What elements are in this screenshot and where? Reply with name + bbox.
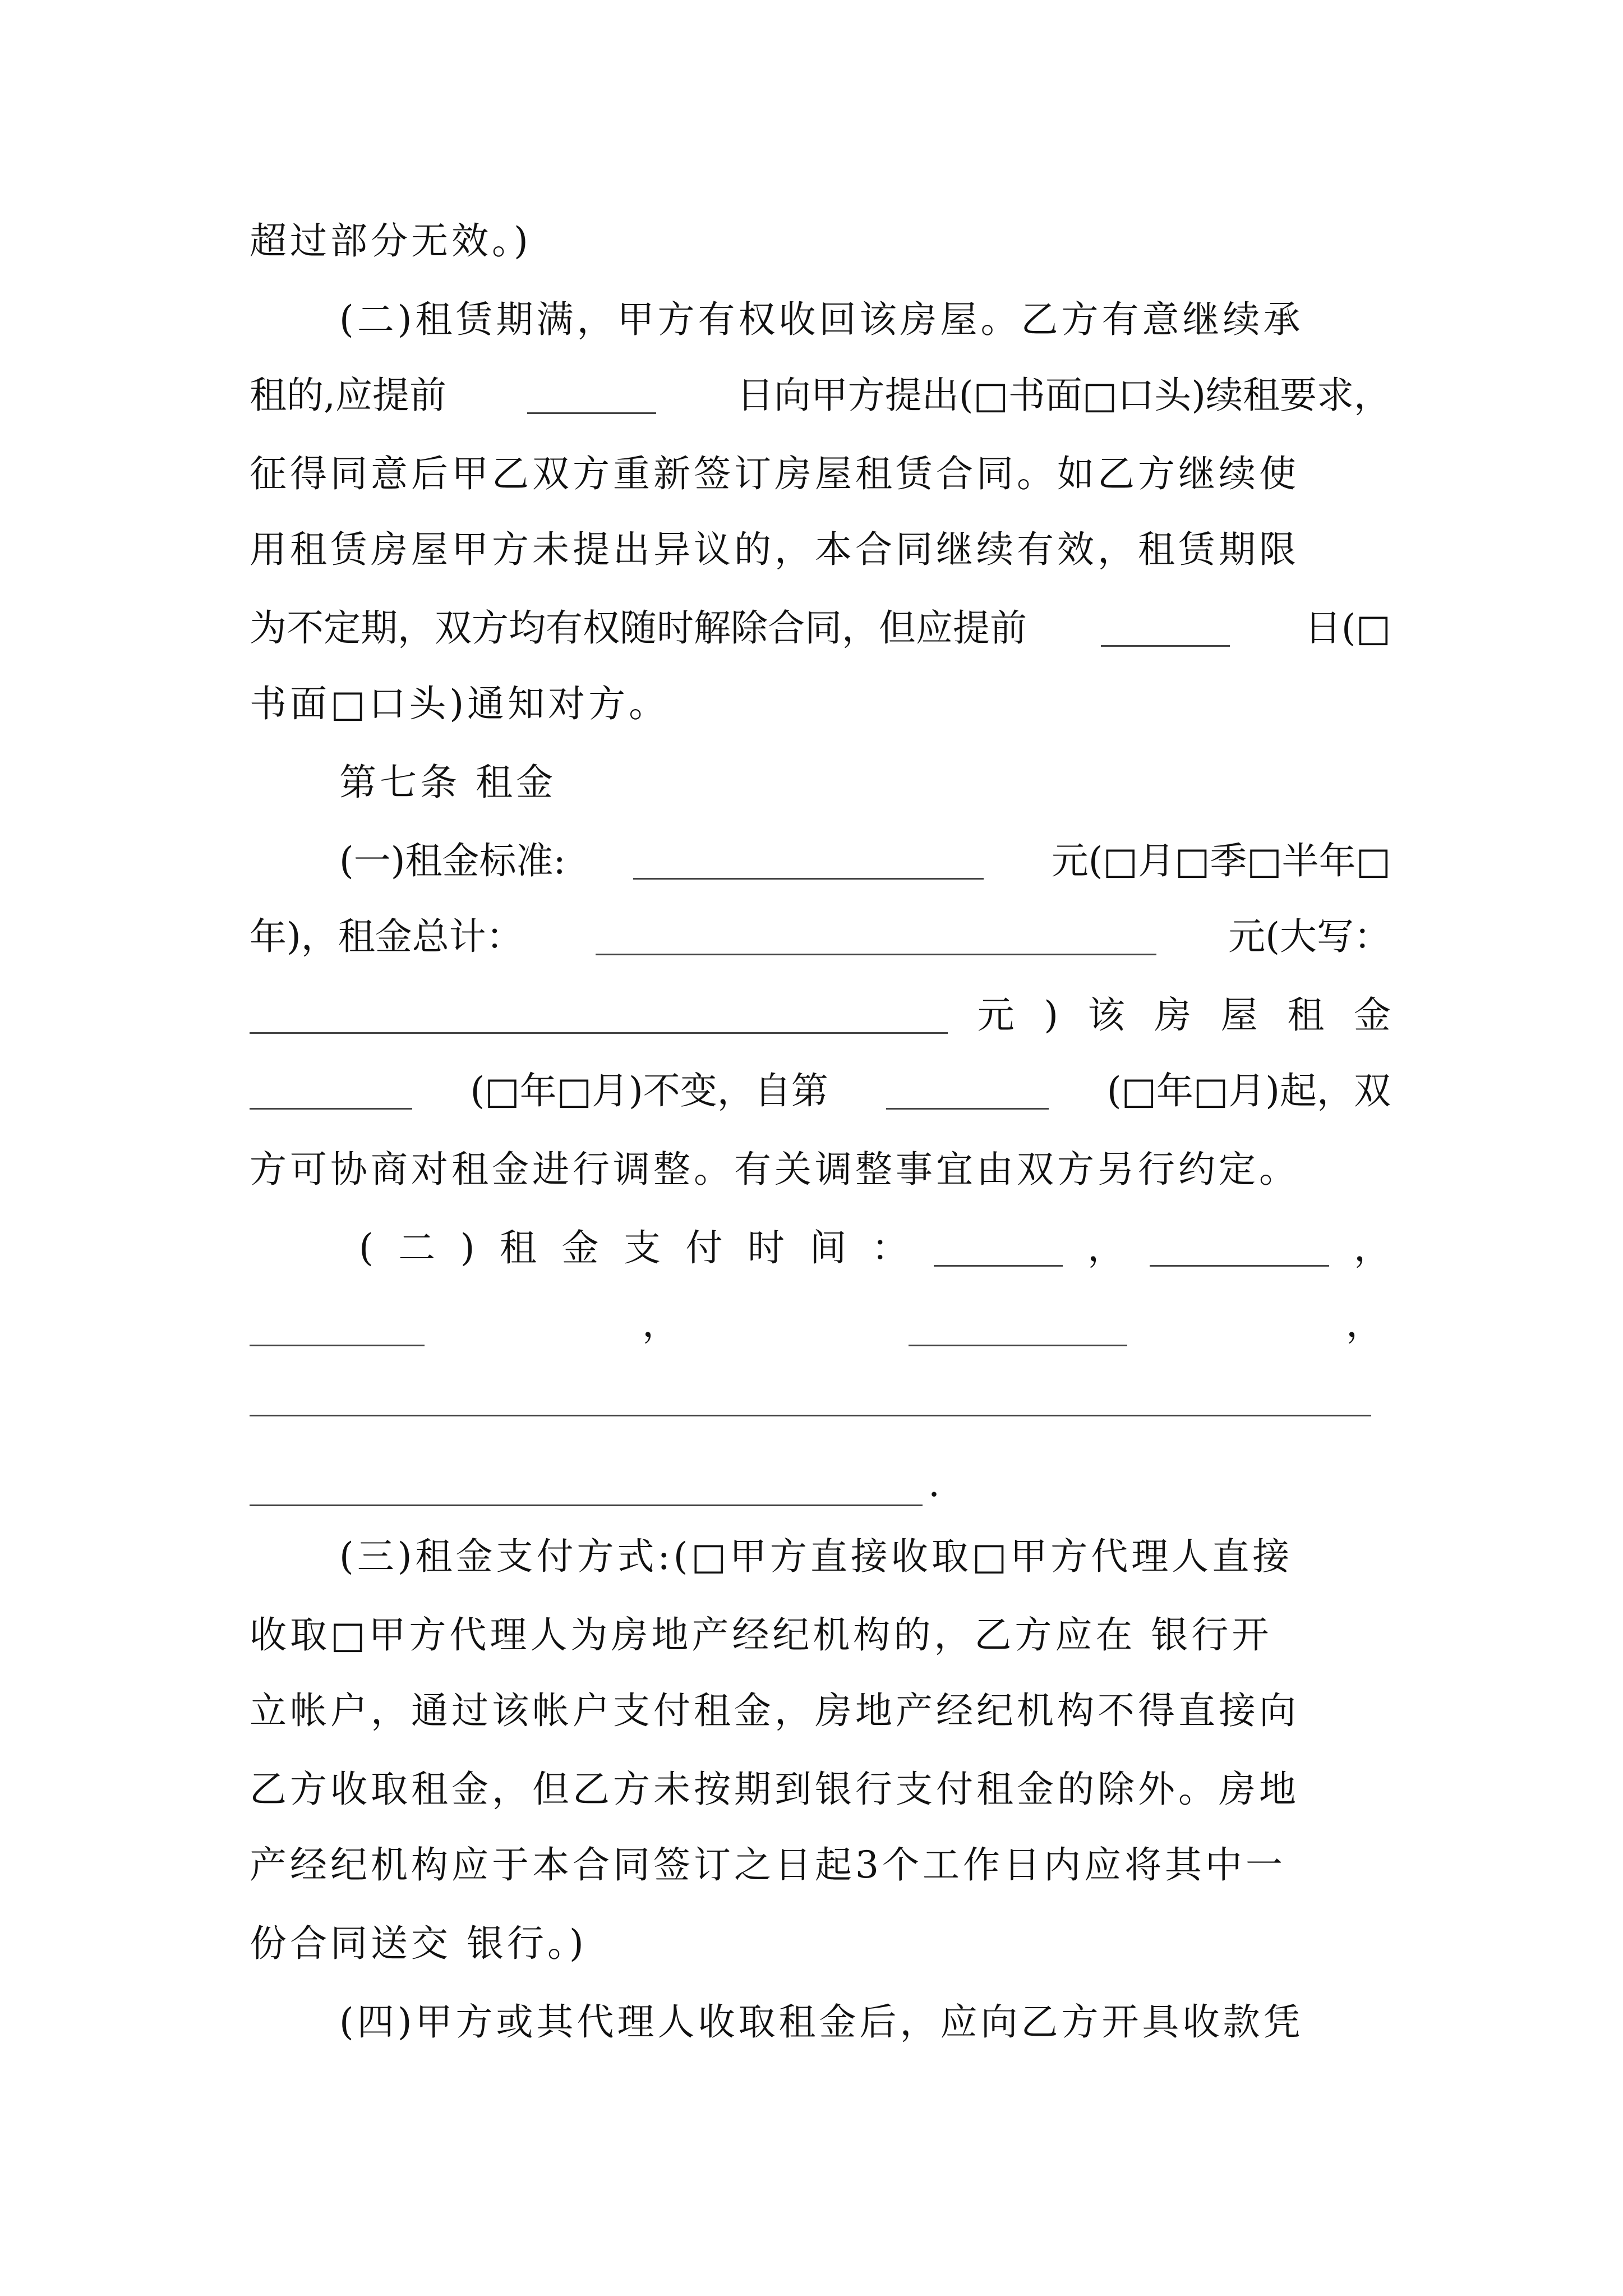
clause-line: [339, 830, 1391, 892]
text: 份合同送交 银行。): [250, 1922, 587, 1965]
text: 二: [398, 1226, 436, 1269]
blank-field: [909, 1310, 1127, 1346]
text: 金: [561, 1226, 599, 1269]
text-line: [250, 519, 1391, 581]
text-line: [250, 1060, 1391, 1122]
text: 日(□: [1304, 606, 1391, 650]
text: (四)甲方或其代理人收取租金后，应向乙方开具收款凭: [339, 2000, 1304, 2044]
text: ，: [642, 1302, 683, 1345]
text: 付: [685, 1226, 723, 1269]
blank-line: [250, 1293, 1391, 1355]
text-line: [250, 1604, 1391, 1666]
text-line: [250, 906, 1391, 968]
text: 年)，租金总计：: [250, 915, 523, 958]
text-line: [250, 673, 1391, 735]
text: .: [928, 1462, 943, 1505]
blank-field: [1150, 1230, 1329, 1267]
blank-field: [250, 997, 948, 1034]
text: (三)租金支付方式:(□甲方直接收取□甲方代理人直接: [339, 1535, 1293, 1578]
text: (一)租金标准:: [339, 839, 566, 882]
text-line: [250, 1913, 1391, 1975]
text: 书面□口头)通知对方。: [250, 682, 670, 725]
text: 租: [1287, 993, 1325, 1037]
text: 收取□甲方代理人为房地产经纪机构的，乙方应在 银行开: [250, 1613, 1272, 1657]
article-heading: [339, 752, 1391, 813]
blank-line: [250, 1453, 1391, 1515]
blank-rule: [250, 1415, 1371, 1416]
blank-field: [250, 1310, 425, 1346]
text-line: [250, 1680, 1391, 1742]
heading-text: 第七条 租金: [339, 761, 556, 804]
text: 日向甲方提出(□书面□口头)续租要求，: [736, 374, 1391, 417]
text: 屋: [1220, 993, 1258, 1037]
text: 超过部分无效。): [250, 219, 532, 263]
text: 为不定期，双方均有权随时解除合同，但应提前: [250, 606, 1027, 650]
text: 金: [1353, 993, 1391, 1037]
text: 立帐户，通过该帐户支付租金，房地产经纪机构不得直接向: [250, 1689, 1299, 1732]
text: ，: [1346, 1302, 1386, 1345]
text: ，: [1354, 1226, 1391, 1269]
text: (二)租赁期满，甲方有权收回该房屋。乙方有意继续承: [339, 298, 1304, 341]
blank-field: [633, 843, 984, 880]
text-line: [250, 1759, 1391, 1820]
text: ：: [872, 1226, 909, 1269]
text: ): [1044, 993, 1058, 1037]
blank-field: [886, 1073, 1049, 1110]
text: 元(大写：: [1228, 915, 1391, 958]
clause-line: [339, 1991, 1391, 2053]
text: 产经纪机构应于本合同签订之日起3个工作日内应将其中一: [250, 1843, 1286, 1887]
text: 时: [748, 1226, 785, 1269]
text-line: [250, 1834, 1391, 1896]
text-line: [250, 443, 1391, 505]
text: 乙方收取租金，但乙方未按期到银行支付租金的除外。房地: [250, 1768, 1299, 1811]
text: 元(□月□季□半年□: [1051, 839, 1391, 882]
text: 间: [809, 1226, 847, 1269]
blank-field: [250, 1073, 412, 1110]
text: 方可协商对租金进行调整。有关调整事宜由双方另行约定。: [250, 1148, 1299, 1191]
text: (□年□月)不变，自第: [470, 1069, 828, 1112]
text: 该: [1087, 993, 1125, 1037]
blank-field: [250, 1470, 923, 1506]
blank-field: [596, 919, 1156, 955]
blank-field: [934, 1230, 1063, 1267]
blank-field: [527, 378, 656, 414]
text: 支: [624, 1226, 661, 1269]
text-line: [250, 210, 1391, 272]
clause-line: [359, 1217, 1391, 1279]
text: ): [460, 1226, 475, 1269]
text: 用租赁房屋甲方未提出异议的，本合同继续有效，租赁期限: [250, 528, 1299, 571]
text: (□年□月)起，双: [1106, 1069, 1391, 1112]
clause-line: [339, 1526, 1391, 1588]
text-line: [250, 597, 1391, 659]
blank-field: [1101, 610, 1230, 647]
clause-line: [339, 289, 1391, 351]
text: 租的,应提前: [250, 374, 446, 417]
text-line: [250, 984, 1391, 1046]
text: 元: [977, 993, 1015, 1037]
text: 房: [1154, 993, 1192, 1037]
text: (: [359, 1226, 374, 1269]
text-line: [250, 1139, 1391, 1200]
text: ，: [1087, 1226, 1124, 1269]
text-line: [250, 365, 1391, 426]
text: 租: [500, 1226, 537, 1269]
text: 征得同意后甲乙双方重新签订房屋租赁合同。如乙方继续使: [250, 452, 1299, 495]
